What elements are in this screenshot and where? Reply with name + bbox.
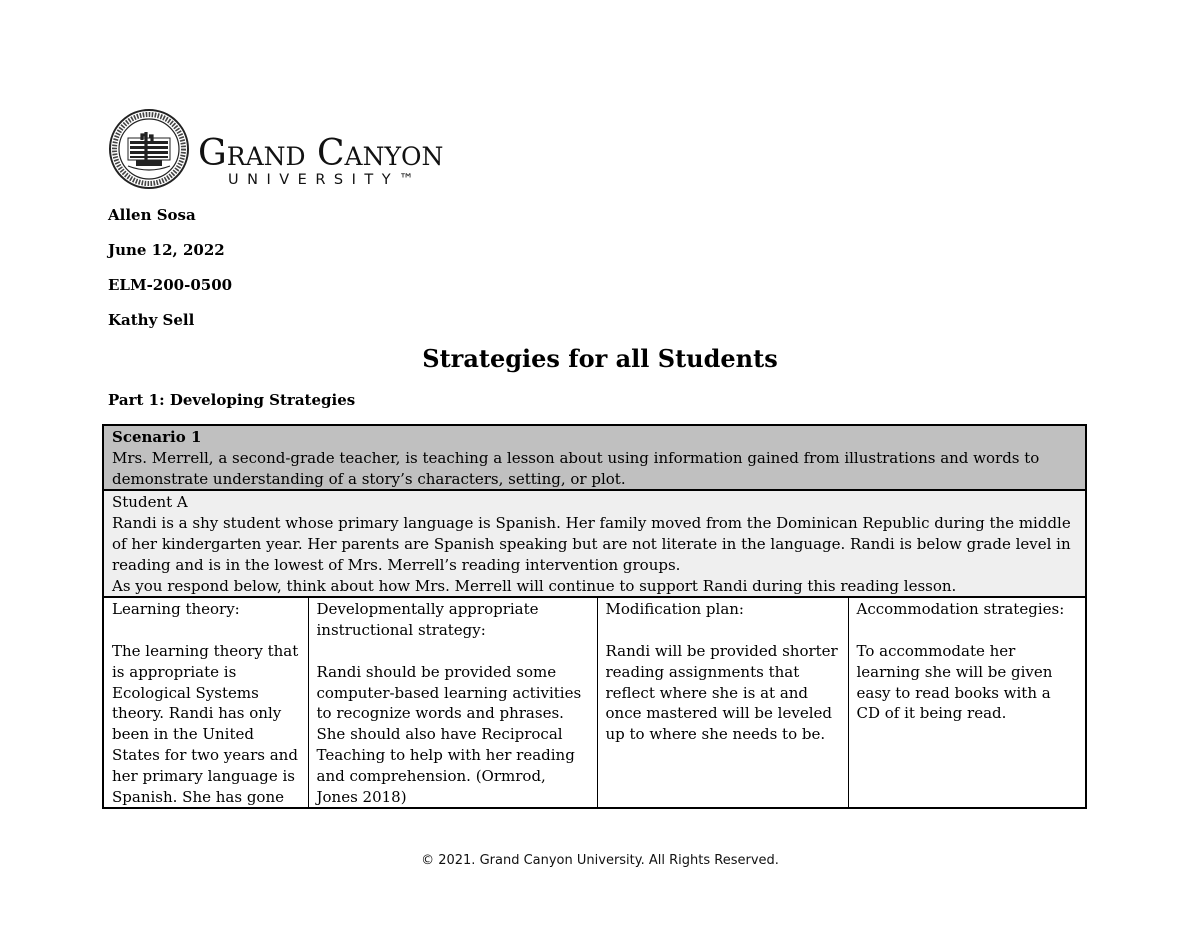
column-body: Randi should be provided some computer-based learning activities to recognize words and phrases. She should also have Reciprocal Teaching to help with her reading and comprehension. (Ormrod, Jones 2018): [316, 662, 582, 806]
scenario-cell: [103, 425, 1086, 490]
instructor-name: Kathy Sell: [108, 311, 195, 329]
student-cell: [103, 490, 1086, 597]
course-code: ELM-200-0500: [108, 276, 233, 294]
copyright-footer: © 2021. Grand Canyon University. All Rights Reserved.: [421, 853, 779, 868]
logo-subtitle: UNIVERSITY™: [228, 172, 423, 188]
column-body: Randi will be provided shorter reading assignments that reflect where she is at and once mastered will be leveled up to where she needs to be.: [605, 641, 838, 744]
student-prompt: As you respond below, think about how Mrs. Merrell will continue to support Randi during this reading lesson.: [112, 576, 957, 595]
student-title: Student A: [112, 493, 188, 512]
document-title: Strategies for all Students: [422, 344, 778, 373]
column-body: To accommodate her learning she will be given easy to read books with a CD of it being read.: [856, 641, 1053, 723]
logo-wordmark: [198, 134, 443, 188]
scenario-text: Mrs. Merrell, a second-grade teacher, is teaching a lesson about using information gained from illustrations and words to demonstrate understanding of a story’s characters, setting, or plot.: [112, 448, 1040, 488]
learning-theory-cell: [103, 597, 308, 808]
column-body: The learning theory that is appropriate is Ecological Systems theory. Randi has only been in the United States for two years and her primary language is Spanish. She has gone: [112, 641, 299, 806]
column-header: Accommodation strategies:: [856, 600, 1065, 619]
accommodation-strategies-cell: [848, 597, 1086, 808]
submission-date: June 12, 2022: [108, 241, 225, 259]
university-seal-icon: [108, 108, 190, 190]
logo-name: Grand Canyon: [198, 133, 444, 174]
scenario-title: Scenario 1: [112, 428, 202, 446]
strategy-columns-row: [103, 597, 1086, 808]
student-text: Randi is a shy student whose primary language is Spanish. Her family moved from the Dominican Republic during the middle of her kindergarten year. Her parents are Spanish speaking but are not literate in the language. Randi is below grade level in reading and is in the lowest of Mrs. Merrell’s reading intervention groups.: [112, 514, 1071, 574]
student-row: [103, 490, 1086, 597]
column-header: Learning theory:: [112, 600, 240, 619]
part-heading: Part 1: Developing Strategies: [108, 391, 356, 409]
strategy-table: [102, 424, 1087, 809]
modification-plan-cell: [597, 597, 848, 808]
column-header: Modification plan:: [605, 600, 744, 619]
author-name: Allen Sosa: [108, 206, 196, 224]
scenario-row: [103, 425, 1086, 490]
gcu-logo: [108, 108, 488, 190]
column-header: Developmentally appropriate instructional strategy:: [316, 600, 539, 640]
instructional-strategy-cell: [308, 597, 597, 808]
